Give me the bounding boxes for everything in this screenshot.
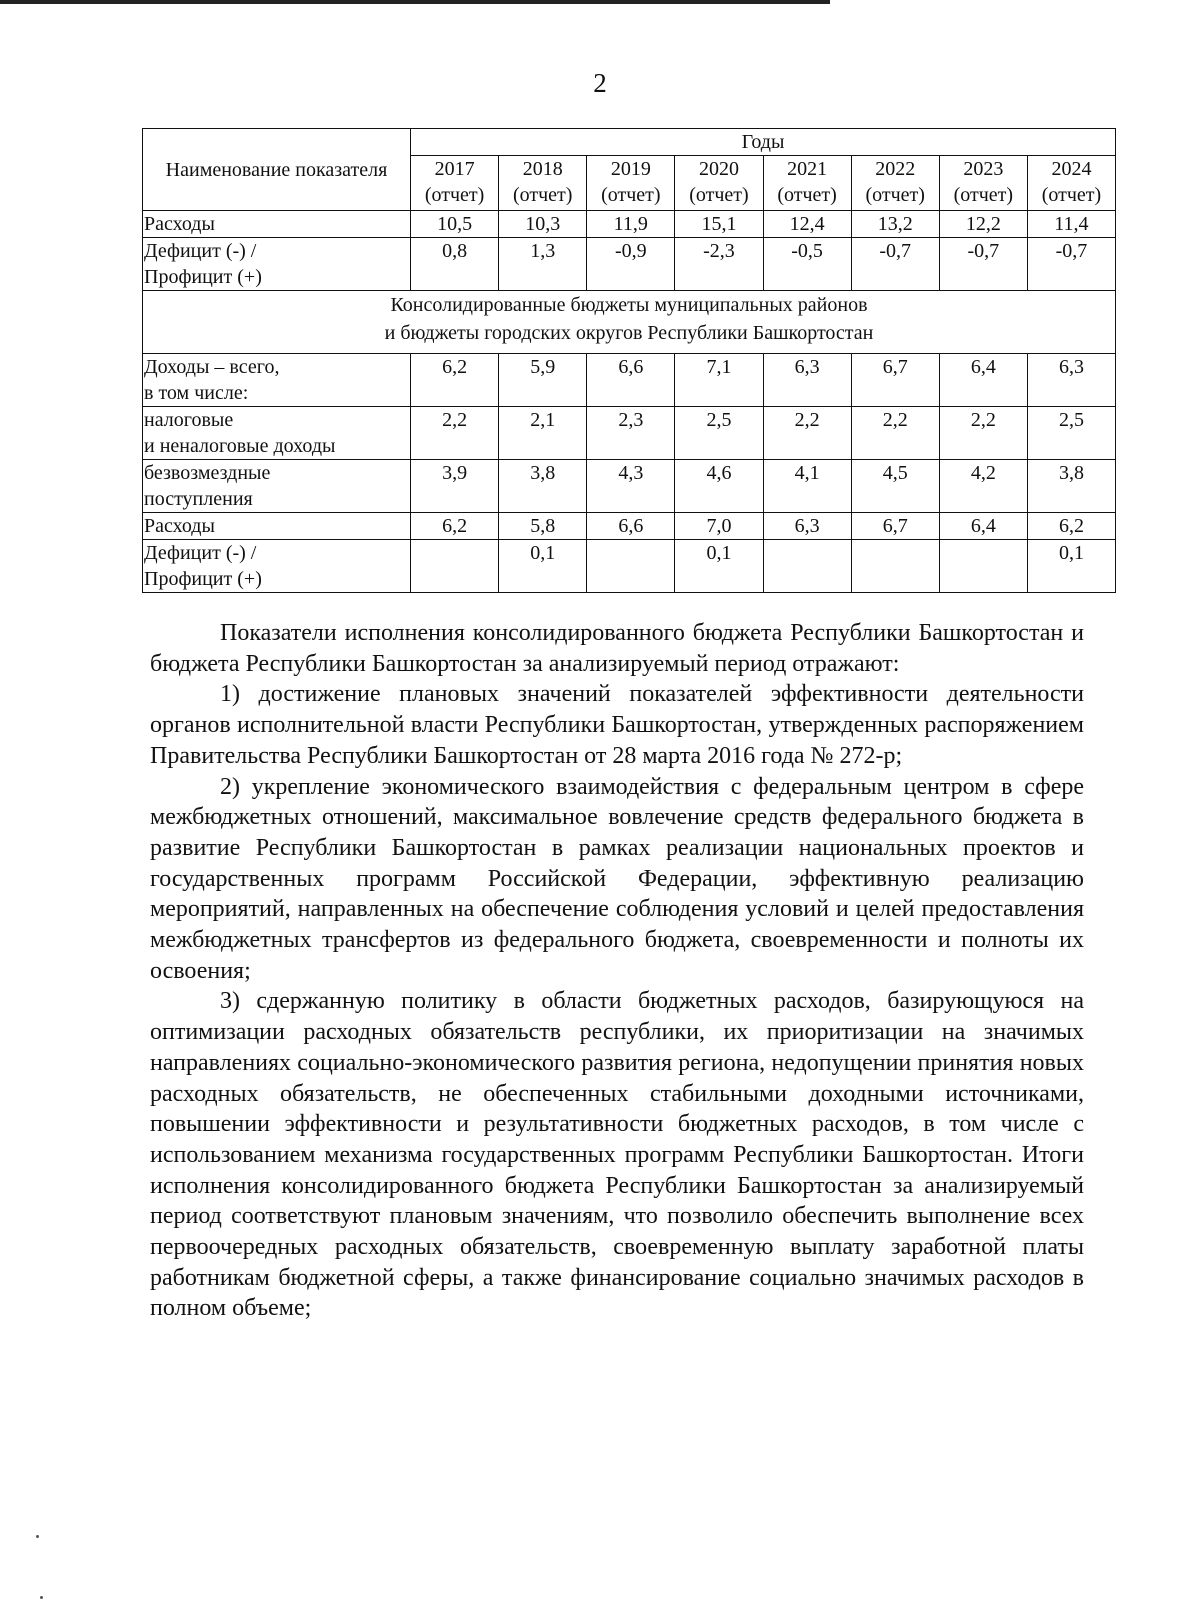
row-label-line: Дефицит (-) / [144,542,257,564]
table-cell: 6,7 [851,354,939,407]
table-cell: -2,3 [675,238,763,291]
table-row [143,460,1116,513]
table-cell: 0,1 [675,540,763,593]
table-cell: 4,5 [851,460,939,513]
row-label-line: Дефицит (-) / [144,240,257,262]
year-header [587,156,675,211]
year-label: 2023 [963,158,1004,180]
table-cell: 10,3 [499,211,587,238]
body-text [150,618,1084,1324]
table-cell: 6,3 [763,513,851,540]
page-number: 2 [593,68,607,98]
year-header [763,156,851,211]
table-cell: 2,3 [587,407,675,460]
year-note: (отчет) [689,184,749,206]
row-label-line: Доходы – всего, [144,356,280,378]
table-cell: 6,7 [851,513,939,540]
table-cell: -0,7 [1027,238,1115,291]
table-cell: 2,2 [763,407,851,460]
year-label: 2024 [1051,158,1092,180]
section-title [143,291,1116,354]
row-label [143,407,411,460]
table-cell: 3,9 [411,460,499,513]
table-cell: 12,4 [763,211,851,238]
row-label-line: Профицит (+) [144,568,262,590]
scan-speck [36,1535,39,1538]
table-cell: 2,2 [411,407,499,460]
year-note: (отчет) [865,184,925,206]
year-note: (отчет) [777,184,837,206]
table-cell: 2,2 [939,407,1027,460]
table-cell: -0,9 [587,238,675,291]
budget-table [142,128,1116,593]
table-cell: 6,2 [411,513,499,540]
table-cell: 12,2 [939,211,1027,238]
table-cell [411,540,499,593]
scan-edge-line [0,0,830,4]
row-label [143,540,411,593]
table-row [143,513,1116,540]
row-label [143,238,411,291]
table-cell: -0,5 [763,238,851,291]
year-header [1027,156,1115,211]
year-header [411,156,499,211]
year-header [499,156,587,211]
section-title-row [143,291,1116,354]
table-cell: 3,8 [1027,460,1115,513]
list-item-2: 2) укрепление экономического взаимодействия с федеральным центром в сфере межбюджетных отношений, максимальное вовлечение средств федерального бюджета в развитие Республики Башкортостан в рамках реализации национальных проектов и государственных программ Российской Федерации, эффективную реализацию мероприятий, направленных на обеспечение соблюдения условий и целей предоставления межбюджетных трансфертов из федерального бюджета, своевременности и полноты их освоения; [150,773,1084,984]
table-cell: 0,8 [411,238,499,291]
years-header: Годы [411,129,1116,156]
section-title-line: и бюджеты городских округов Республики Башкортостан [384,322,874,344]
scan-speck [40,1596,43,1599]
table-cell: 5,9 [499,354,587,407]
table-cell: 7,1 [675,354,763,407]
table-cell: 6,2 [1027,513,1115,540]
table-cell: -0,7 [939,238,1027,291]
intro-paragraph: Показатели исполнения консолидированного бюджета Республики Башкортостан и бюджета Республики Башкортостан за анализируемый период отражают: [150,620,1084,677]
row-label-line: безвозмездные [144,462,271,484]
table-cell: 1,3 [499,238,587,291]
table-cell: 2,1 [499,407,587,460]
indicator-name-header: Наименование показателя [143,129,411,211]
year-header [675,156,763,211]
table-cell: 6,4 [939,513,1027,540]
table-cell: 6,4 [939,354,1027,407]
table-cell: 2,2 [851,407,939,460]
table-cell: 4,3 [587,460,675,513]
table-cell [763,540,851,593]
table-cell: 10,5 [411,211,499,238]
year-note: (отчет) [512,184,573,206]
year-header [939,156,1027,211]
year-note: (отчет) [1041,184,1102,206]
table-cell: 5,8 [499,513,587,540]
year-label: 2019 [610,158,651,180]
table-row [143,407,1116,460]
table-cell: 6,3 [763,354,851,407]
row-label-line: налоговые [144,409,234,431]
row-label-line: Профицит (+) [144,266,262,288]
table-cell: 7,0 [675,513,763,540]
row-label: Расходы [143,211,411,238]
table-cell [939,540,1027,593]
table-cell: 0,1 [499,540,587,593]
table-cell: 13,2 [851,211,939,238]
row-label-line: поступления [144,488,253,510]
year-label: 2021 [787,158,828,180]
table-cell: 4,1 [763,460,851,513]
table-header-row [143,129,1116,156]
table-row [143,540,1116,593]
row-label-line: и неналоговые доходы [144,435,336,457]
list-item-3: 3) сдержанную политику в области бюджетных расходов, базирующуюся на оптимизации расходных обязательств республики, их приоритизации на значимых направлениях социально-экономического развития региона, недопущении принятия новых расходных обязательств, не обеспеченных стабильными доходными источниками, повышении эффективности и результативности бюджетных расходов, в том числе с использованием механизма государственных программ Республики Башкортостан. Итоги исполнения консолидированного бюджета Республики Башкортостан за анализируемый период соответствуют плановым значениям, что позволило обеспечить выполнение всех первоочередных расходных обязательств, своевременную выплату заработной платы работникам бюджетной сферы, а также финансирование социально значимых расходов в полном объеме; [150,988,1084,1322]
table-cell: 0,1 [1027,540,1115,593]
table-cell: 4,6 [675,460,763,513]
row-label [143,460,411,513]
table-cell [587,540,675,593]
table-cell: 6,3 [1027,354,1115,407]
table-cell [851,540,939,593]
table-cell: 6,2 [411,354,499,407]
year-label: 2018 [522,158,563,180]
table-cell: -0,7 [851,238,939,291]
row-label [143,354,411,407]
row-label: Расходы [143,513,411,540]
year-label: 2020 [698,158,739,180]
list-item-1: 1) достижение плановых значений показателей эффективности деятельности органов исполнительной власти Республики Башкортостан, утвержденных распоряжением Правительства Республики Башкортостан от 28 марта 2016 года № 272-р; [150,681,1084,769]
table-cell: 11,9 [587,211,675,238]
year-note: (отчет) [953,184,1014,206]
year-label: 2017 [434,158,475,180]
year-label: 2022 [875,158,916,180]
year-note: (отчет) [601,184,661,206]
table-row [143,354,1116,407]
table-cell: 2,5 [675,407,763,460]
table-cell: 2,5 [1027,407,1115,460]
table-cell: 11,4 [1027,211,1115,238]
year-header [851,156,939,211]
table-row [143,238,1116,291]
table-cell: 6,6 [587,513,675,540]
table-cell: 6,6 [587,354,675,407]
table-row [143,211,1116,238]
year-note: (отчет) [424,184,485,206]
table-cell: 15,1 [675,211,763,238]
table-cell: 4,2 [939,460,1027,513]
table-cell: 3,8 [499,460,587,513]
row-label-line: в том числе: [144,382,249,404]
section-title-line: Консолидированные бюджеты муниципальных районов [390,294,868,316]
